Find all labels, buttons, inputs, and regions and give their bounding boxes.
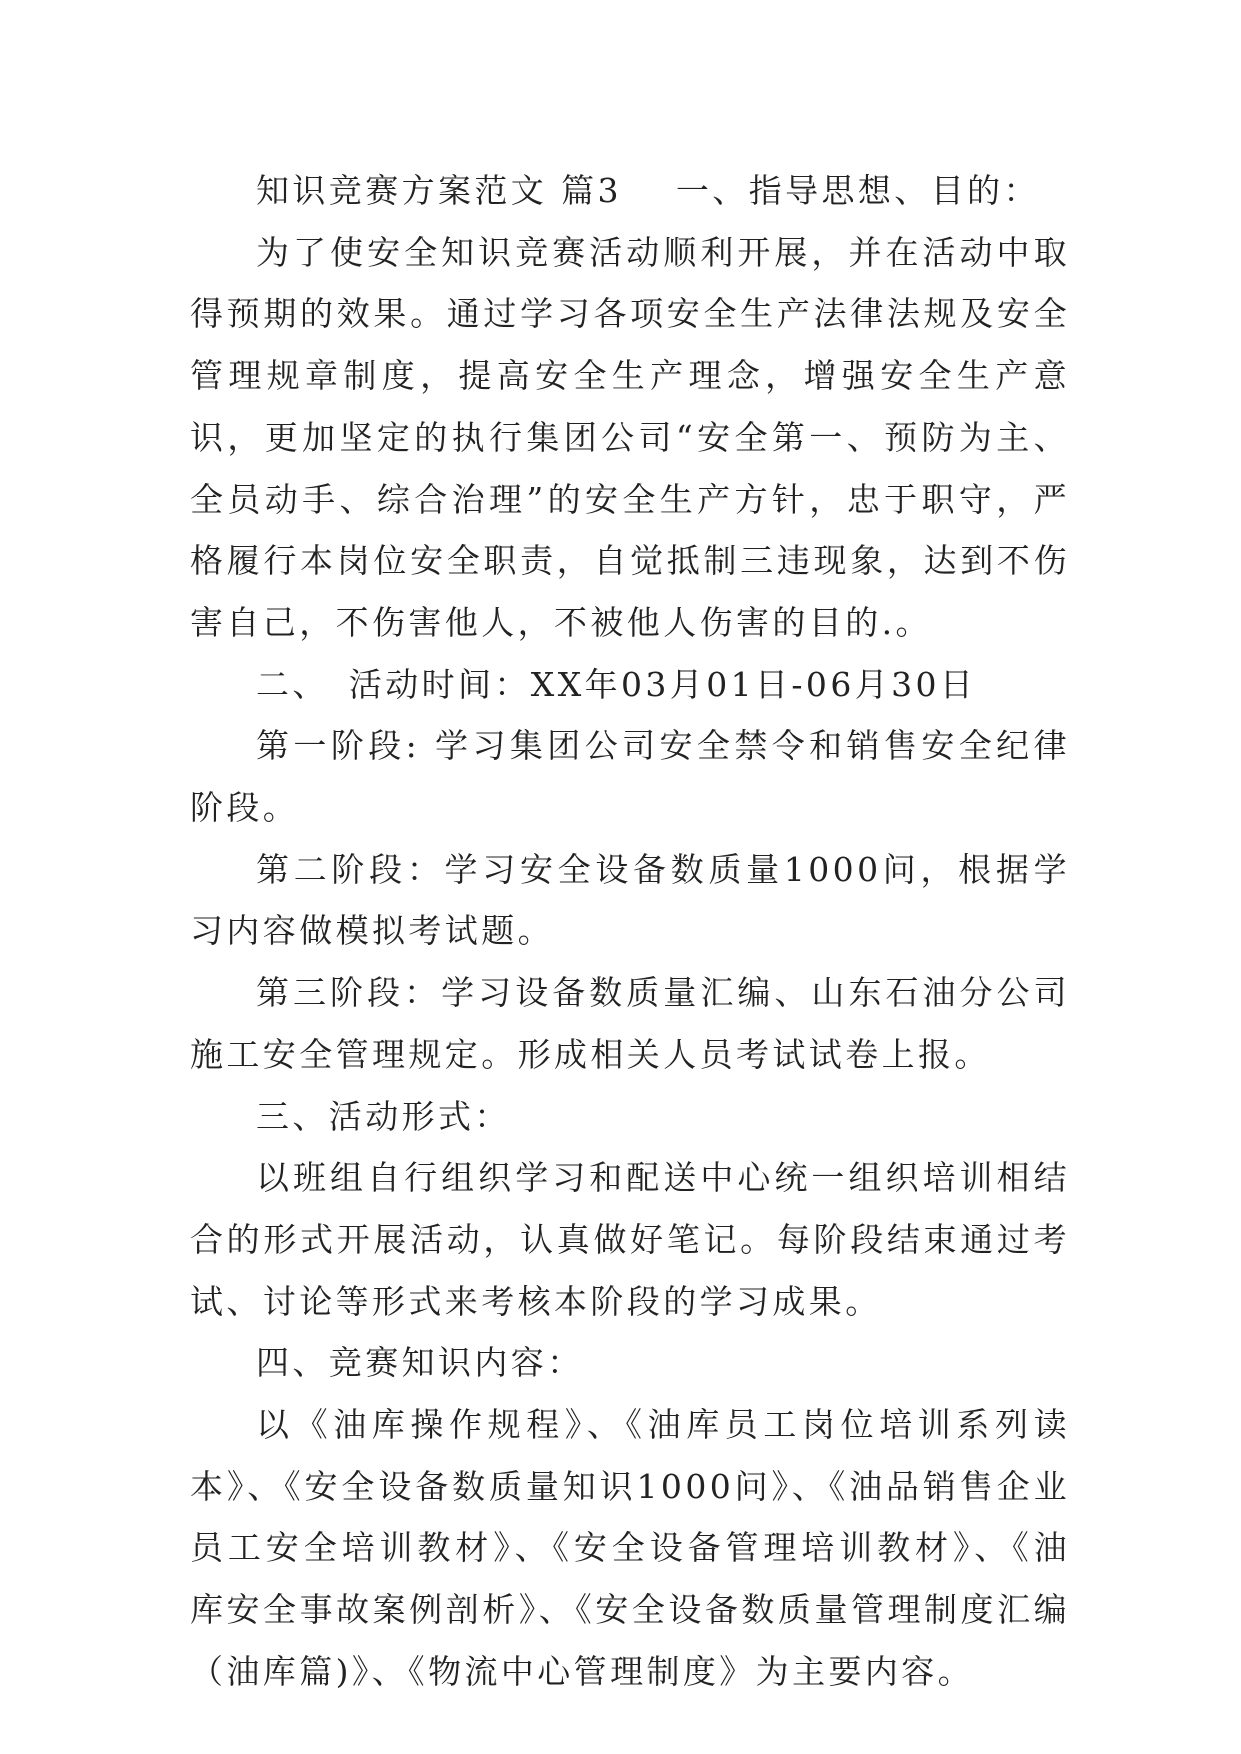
- section-3-title: 三、活动形式：: [256, 1096, 511, 1136]
- activity-time: 活动时间：XX年03月01日-06月30日: [348, 664, 977, 704]
- purpose-paragraph: 为了使安全知识竞赛活动顺利开展，并在活动中取得预期的效果。通过学习各项安全生产法律法规及安全管理规章制度，提高安全生产理念，增强安全生产意识，更加坚定的执行集团公司“安全第一、预防为主、全员动手、综合治理”的安全生产方针，忠于职守，严格履行本岗位安全职责，自觉抵制三违现象，达到不伤害自己，不伤害他人，不被他人伤害的目的.。: [190, 232, 1070, 642]
- stage-1: 第一阶段: 学习集团公司安全禁令和销售安全纪律阶段。: [190, 726, 1070, 828]
- title-line: [190, 160, 1070, 222]
- document-body: [190, 160, 1070, 1703]
- stage-3: 第三阶段：学习设备数质量汇编、山东石油分公司施工安全管理规定。形成相关人员考试试卷上报。: [190, 973, 1070, 1074]
- section-3-body: 以班组自行组织学习和配送中心统一组织培训相结合的形式开展活动，认真做好笔记。每阶段结束通过考试、讨论等形式来考核本阶段的学习成果。: [190, 1158, 1070, 1321]
- section-2-line: [190, 654, 1070, 716]
- document-title: 知识竞赛方案范文 篇3: [256, 171, 622, 210]
- stage-2: 第二阶段：学习安全设备数质量1000问，根据学习内容做模拟考试题。: [190, 849, 1070, 951]
- section-2-label: 二、: [256, 664, 329, 704]
- section-4-body: 以《油库操作规程》、《油库员工岗位培训系列读本》、《安全设备数质量知识1000问》、《油品销售企业员工安全培训教材》、《安全设备管理培训教材》、《油库安全事故案例剖析》、《安全设备数质量管理制度汇编（油库篇)》、《物流中心管理制度》为主要内容。: [190, 1405, 1070, 1691]
- section-1-title: 一、指导思想、目的：: [675, 171, 1040, 210]
- section-4-title: 四、竞赛知识内容：: [256, 1343, 584, 1383]
